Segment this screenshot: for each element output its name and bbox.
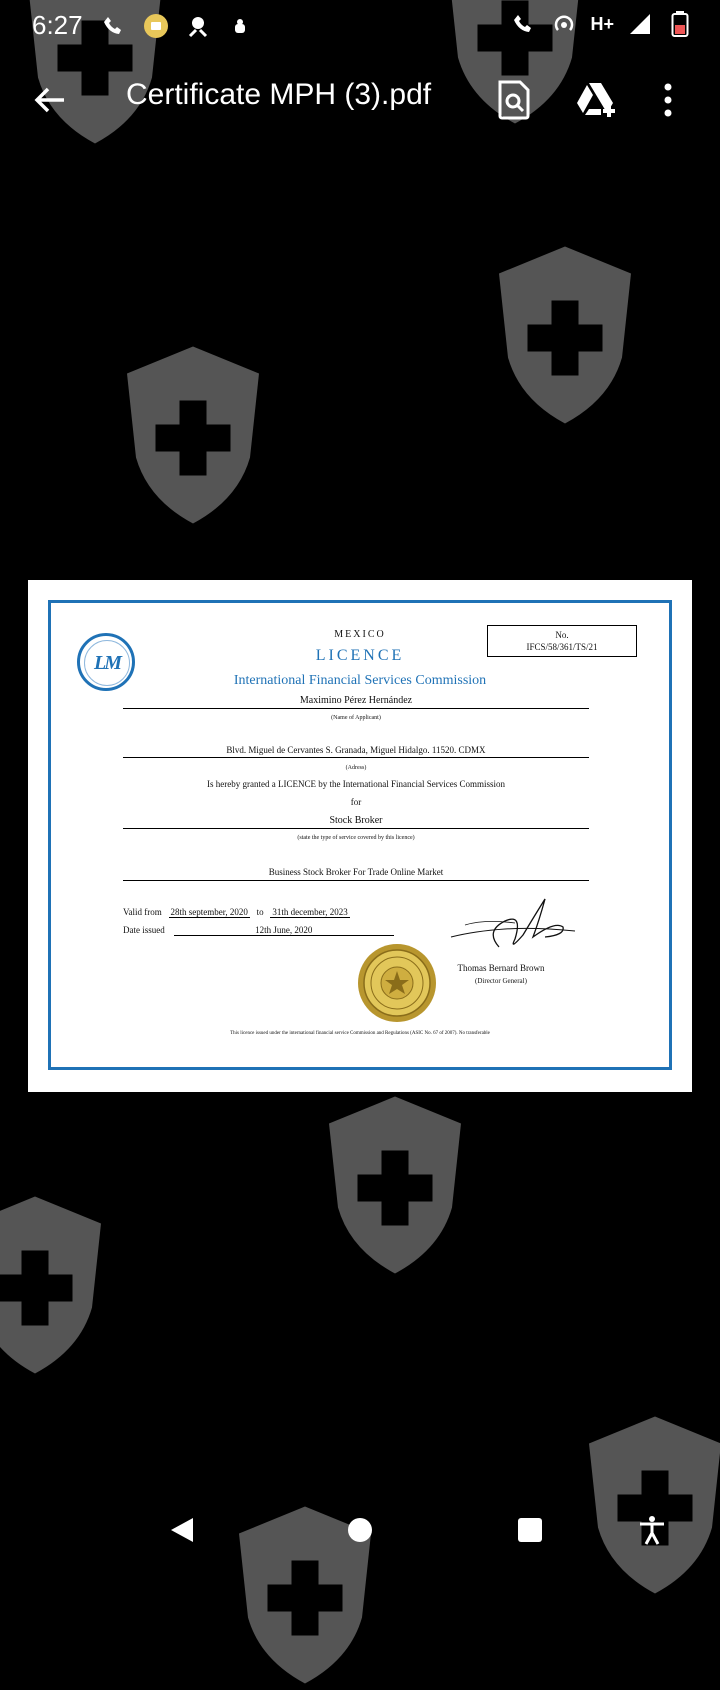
battery-icon bbox=[666, 10, 694, 38]
service-type: Stock Broker bbox=[329, 815, 383, 826]
network-type: H+ bbox=[590, 13, 614, 34]
valid-label: Valid from bbox=[123, 907, 162, 917]
valid-to: 31th december, 2023 bbox=[272, 907, 348, 917]
back-triangle-icon bbox=[167, 1515, 197, 1545]
divider bbox=[123, 880, 589, 881]
watermark-shield-icon bbox=[490, 240, 640, 430]
valid-from: 28th september, 2020 bbox=[170, 907, 248, 917]
home-circle-icon bbox=[345, 1515, 375, 1545]
wifi-calling-icon bbox=[510, 10, 538, 38]
issued-label: Date issued bbox=[123, 925, 165, 935]
pdf-page[interactable] bbox=[28, 580, 692, 1092]
validity-period bbox=[123, 907, 350, 917]
watermark-shield-icon bbox=[118, 340, 268, 530]
nav-home-button[interactable] bbox=[336, 1506, 384, 1554]
app-bar bbox=[0, 60, 720, 140]
document-title: Certificate MPH (3).pdf bbox=[126, 78, 432, 111]
certificate-heading: LICENCE bbox=[315, 647, 405, 664]
signer-name: Thomas Bernard Brown bbox=[457, 963, 545, 973]
signer-role: (Director General) bbox=[475, 977, 527, 985]
watermark-shield-icon bbox=[0, 1190, 110, 1380]
status-bar bbox=[0, 0, 720, 54]
signature-icon bbox=[445, 891, 585, 961]
divider bbox=[123, 757, 589, 758]
nav-back-button[interactable] bbox=[158, 1506, 206, 1554]
accessibility-button[interactable] bbox=[628, 1506, 676, 1554]
nav-recents-button[interactable] bbox=[506, 1506, 554, 1554]
arrow-back-icon bbox=[26, 76, 74, 124]
service-caption: (state the type of service covered by this licence) bbox=[297, 835, 415, 841]
applicant-caption: (Name of Applicant) bbox=[331, 715, 381, 721]
to-label: to bbox=[256, 907, 264, 917]
business-description: Business Stock Broker For Trade Online Market bbox=[268, 867, 444, 877]
certificate-number: IFCS/58/361/TS/21 bbox=[526, 642, 598, 652]
certificate-frame bbox=[48, 600, 672, 1070]
find-in-page-icon bbox=[496, 80, 532, 120]
issue-date bbox=[123, 925, 394, 936]
certificate-issuer: International Financial Services Commission bbox=[233, 673, 487, 688]
back-button[interactable] bbox=[26, 76, 74, 124]
applicant-name: Maximino Pérez Hernández bbox=[299, 695, 413, 706]
grant-text: Is hereby granted a LICENCE by the International Financial Services Commission bbox=[207, 779, 505, 789]
signal-icon bbox=[626, 10, 654, 38]
issuer-logo: LM bbox=[77, 633, 135, 691]
certificate-number-box bbox=[487, 625, 637, 657]
gold-seal-icon bbox=[357, 943, 437, 1023]
more-options-button[interactable] bbox=[644, 76, 692, 124]
watermark-shield-icon bbox=[320, 1090, 470, 1280]
recents-square-icon bbox=[515, 1515, 545, 1545]
for-text: for bbox=[350, 797, 362, 807]
more-vert-icon bbox=[662, 83, 674, 117]
add-to-drive-button[interactable] bbox=[572, 76, 620, 124]
drive-add-icon bbox=[575, 81, 617, 119]
divider bbox=[123, 708, 589, 709]
divider bbox=[123, 828, 589, 829]
issued-date: 12th June, 2020 bbox=[174, 925, 394, 936]
address-caption: (Adress) bbox=[345, 765, 367, 771]
certificate-footer: This licence issued under the international financial service Commission and Regulations (ASIC No. 67 of 2007). No transferable bbox=[230, 1031, 490, 1036]
navigation-bar bbox=[0, 1490, 720, 1570]
sync-icon bbox=[184, 12, 212, 40]
certificate-country: MEXICO bbox=[334, 629, 386, 640]
accessibility-icon bbox=[636, 1514, 668, 1546]
hotspot-icon bbox=[550, 10, 578, 38]
find-in-page-button[interactable] bbox=[490, 76, 538, 124]
wifi-calling-icon bbox=[100, 12, 128, 40]
status-time: 6:27 bbox=[32, 10, 83, 40]
bug-icon bbox=[226, 12, 254, 40]
applicant-address: Blvd. Miguel de Cervantes S. Granada, Miguel Hidalgo. 11520. CDMX bbox=[226, 745, 486, 755]
number-label: No. bbox=[555, 630, 569, 640]
notification-icon bbox=[142, 12, 170, 40]
